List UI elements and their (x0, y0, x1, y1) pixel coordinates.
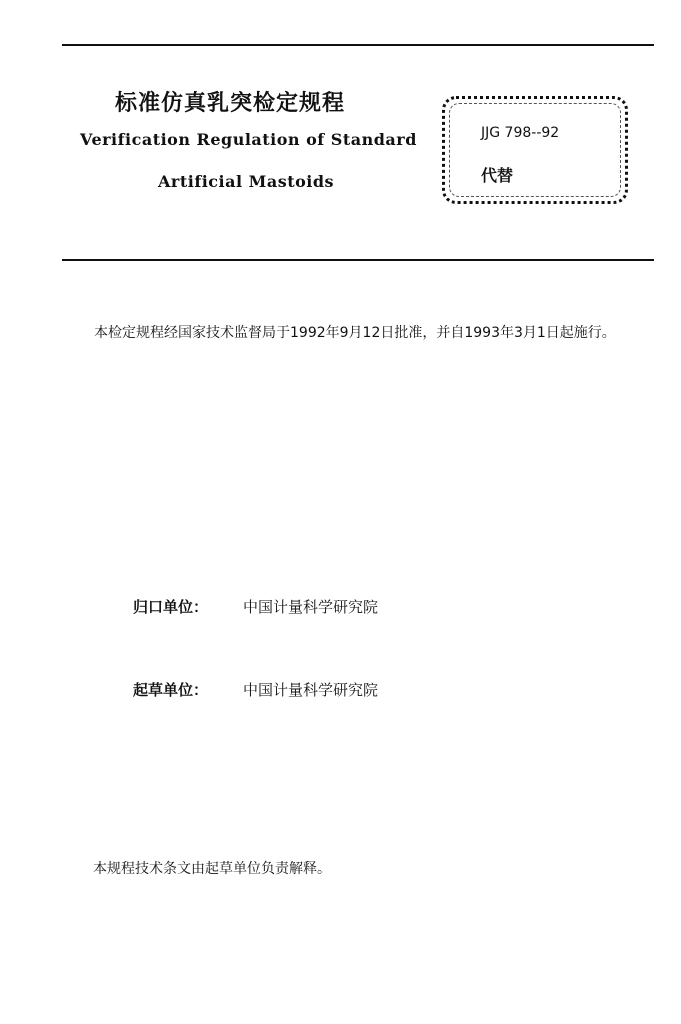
standard-code-box (442, 96, 628, 204)
responsible-unit-label: 归口单位： (133, 598, 209, 616)
drafting-unit-row (133, 679, 378, 700)
title-english-line-1: Verification Regulation of Standard (80, 130, 417, 149)
drafting-unit-value: 中国计量科学研究院 (243, 681, 379, 699)
title-chinese: 标准仿真乳突检定规程 (115, 91, 346, 116)
bottom-rule (62, 259, 654, 261)
drafting-unit-label: 起草单位： (133, 681, 209, 699)
responsible-unit-row (133, 596, 378, 617)
interpretation-note: 本规程技术条文由起草单位负责解释。 (93, 861, 331, 877)
replaces-label: 代替 (481, 166, 514, 185)
standard-code-number: JJG 798--92 (481, 125, 560, 141)
title-english-line-2: Artificial Mastoids (158, 172, 335, 191)
approval-paragraph: 本检定规程经国家技术监督局于1992年9月12日批准，并自1993年3月1日起施行。 (94, 325, 616, 341)
responsible-unit-value: 中国计量科学研究院 (243, 598, 379, 616)
top-rule (62, 44, 654, 46)
